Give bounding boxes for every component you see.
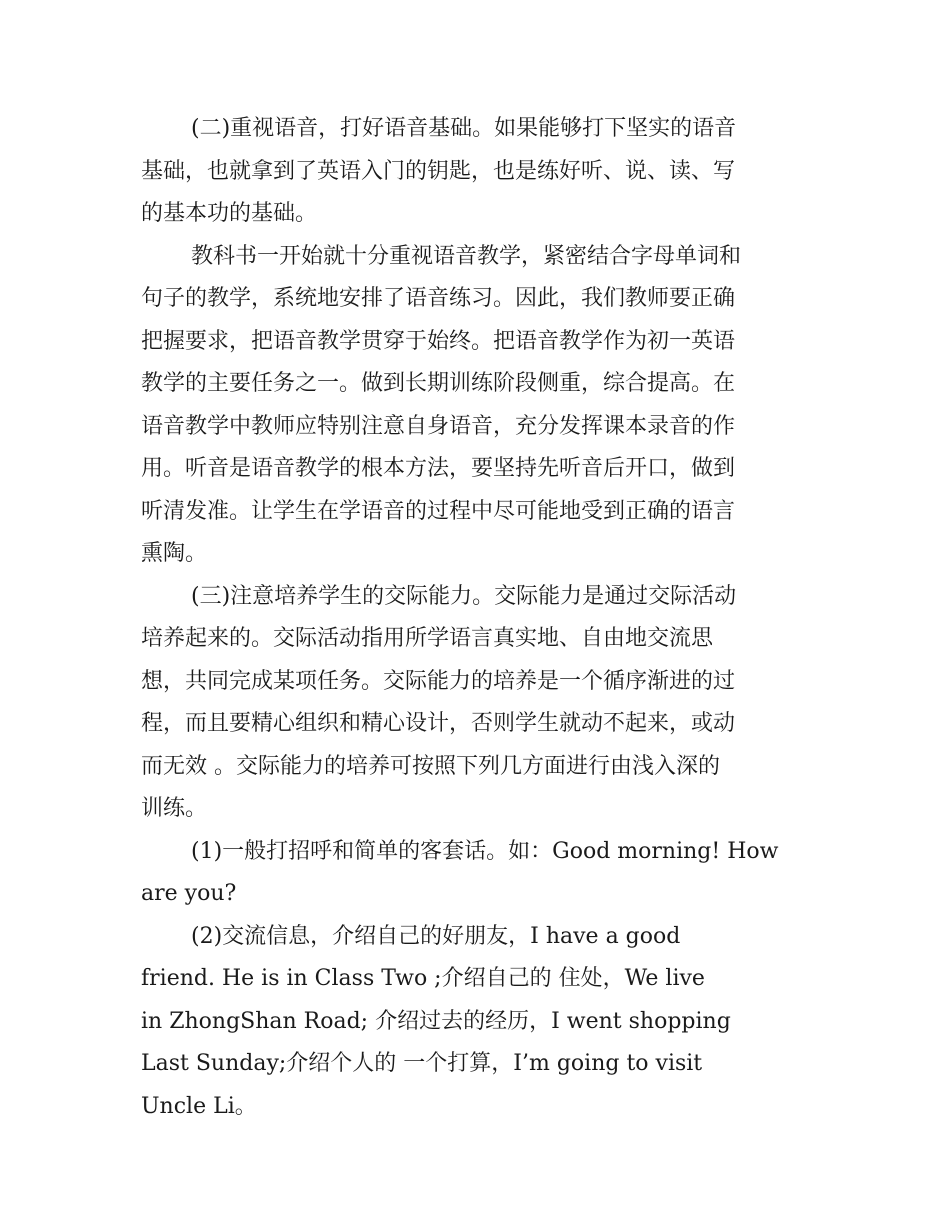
document-body [141,108,811,1128]
text-line: 把握要求，把语音教学贯穿于始终。把语音教学作为初一英语 [141,328,736,354]
text-line: (三)注意培养学生的交际能力。交际能力是通过交际活动 [191,583,737,609]
text-line: Uncle Li。 [141,1093,257,1119]
text-line: 听清发准。让学生在学语音的过程中尽可能地受到正确的语言 [141,498,736,524]
text-line: 而无效 。交际能力的培养可按照下列几方面进行由浅入深的 [141,753,720,779]
text-line: 用。听音是语音教学的根本方法，要坚持先听音后开口，做到 [141,456,736,481]
text-line: 培养起来的。交际活动指用所学语言真实地、自由地交流思 [141,626,714,651]
text-line: 语音教学中教师应特别注意自身语音，充分发挥课本录音的作 [141,413,736,439]
paragraph-phonetics-body [141,236,811,576]
text-line: (二)重视语音，打好语音基础。如果能够打下坚实的语音 [191,116,737,141]
text-line: 句子的教学，系统地安排了语音练习。因此，我们教师要正确 [141,286,736,311]
paragraph-item-2 [141,916,811,1129]
text-line: 教学的主要任务之一。做到长期训练阶段侧重，综合提高。在 [141,371,736,396]
text-line: 基础，也就拿到了英语入门的钥匙，也是练好听、说、读、写 [141,158,736,184]
text-line: are you? [141,881,237,906]
text-line: (2)交流信息，介绍自己的好朋友，I have a good [191,923,681,949]
paragraph-item-1 [141,831,811,916]
text-line: 熏陶。 [141,541,208,566]
paragraph-communication-heading [141,576,811,831]
text-line: friend. He is in Class Two ;介绍自己的 住处，We live [141,966,705,991]
text-line: (1)一般打招呼和简单的客套话。如：Good morning! How [191,838,779,864]
text-line: 教科书一开始就十分重视语音教学，紧密结合字母单词和 [191,243,742,269]
text-line: in ZhongShan Road; 介绍过去的经历，I went shopping [141,1008,731,1034]
text-line: 程，而且要精心组织和精心设计，否则学生就动不起来，或动 [141,711,736,736]
text-line: Last Sunday;介绍个人的 一个打算，I’m going to visit [141,1051,703,1076]
paragraph-phonetics-heading [141,108,811,236]
text-line: 的基本功的基础。 [141,201,318,226]
text-line: 训练。 [141,796,208,821]
text-line: 想，共同完成某项任务。交际能力的培养是一个循序渐进的过 [141,668,736,694]
